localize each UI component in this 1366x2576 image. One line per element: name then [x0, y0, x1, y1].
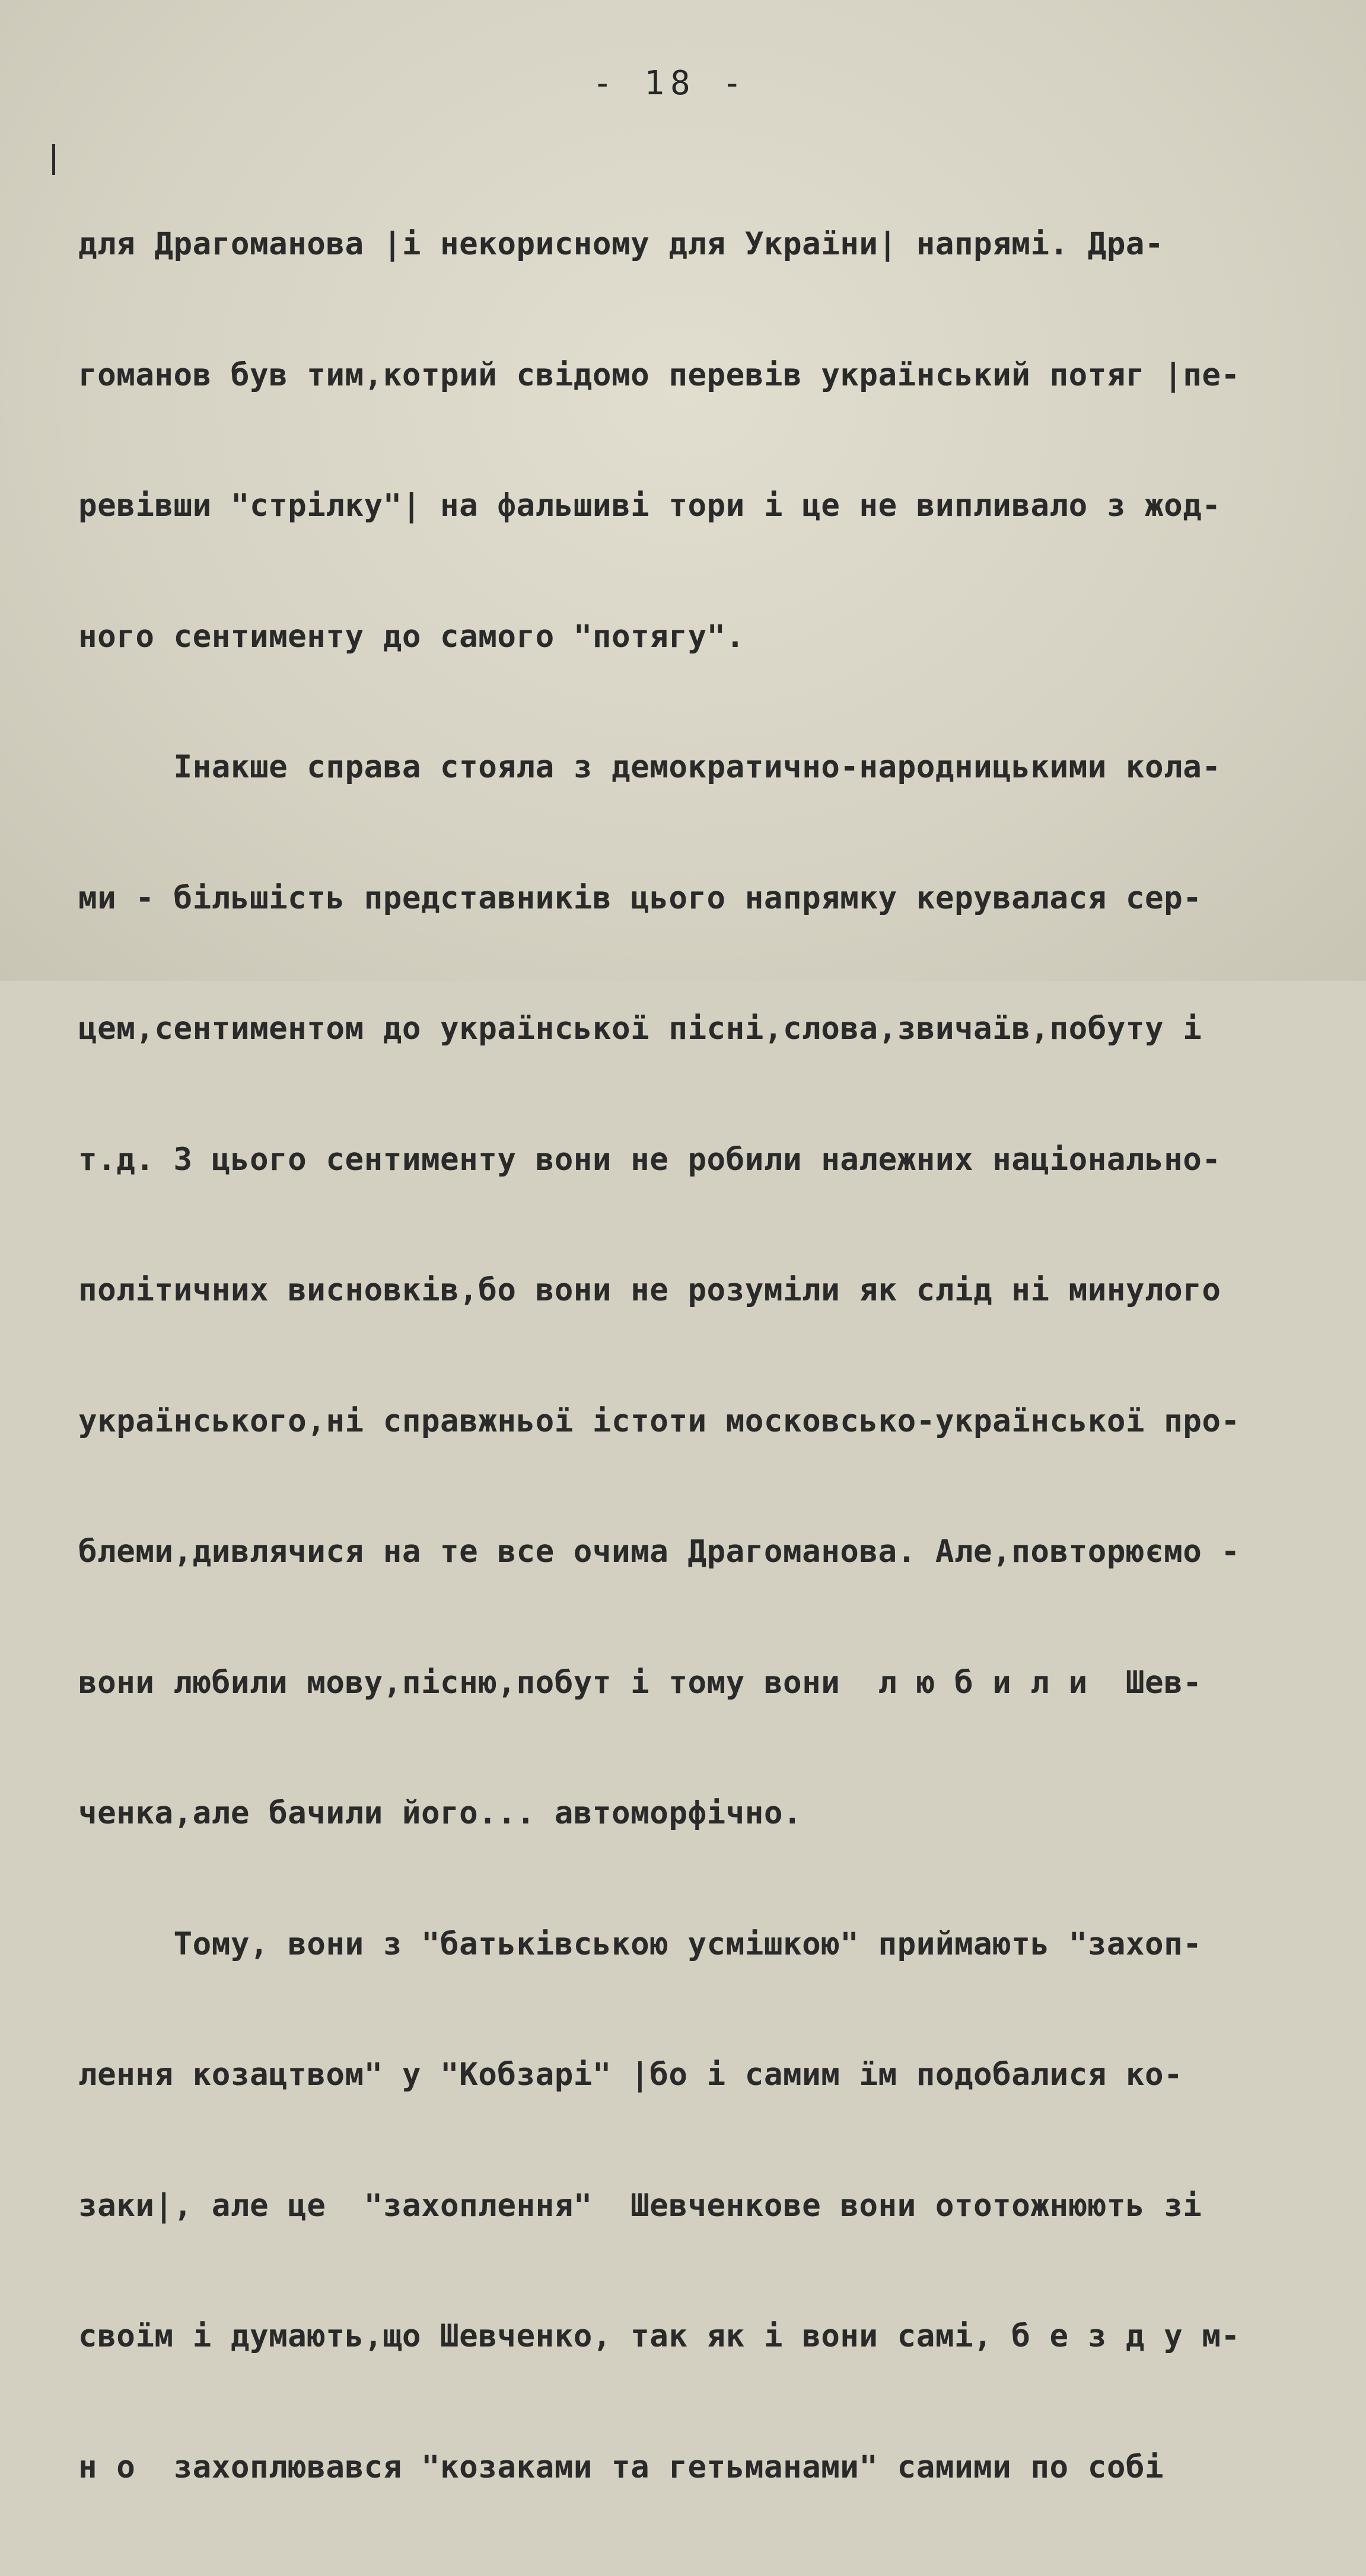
text-line: Тому, вони з "батьківською усмішкою" приймають "захоп- — [78, 1925, 1202, 1962]
margin-mark — [52, 144, 55, 175]
text-line: ченка,але бачили його... автоморфічно. — [78, 1795, 803, 1831]
text-line: політичних висновків,бо вони не розуміли як слід ні минулого — [78, 1272, 1221, 1308]
text-line: вони любили мову,пісню,побут і тому вони л ю б и л и Шев- — [78, 1664, 1202, 1701]
text-line: ного сентименту до самого "потягу". — [78, 618, 745, 655]
text-line: ревівши "стрілку"| на фальшиві тори і це не випливало з жод- — [78, 487, 1221, 524]
text-line: н о захоплювався "козаками та гетьманами" самими по собі — [78, 2449, 1164, 2485]
text-line: ми - більшість представників цього напрямку керувалася сер- — [78, 879, 1202, 916]
body-text — [78, 135, 1354, 2576]
page-number: - 18 - — [592, 64, 749, 103]
text-line: лення козацтвом" у "Кобзарі" |бо і самим їм подобалися ко- — [78, 2057, 1183, 2093]
text-line: для Драгоманова |і некорисному для України| напрямі. Дра- — [78, 226, 1164, 262]
text-line: блеми,дивлячися на те все очима Драгоманова. Але,повторюємо - — [78, 1534, 1240, 1570]
text-line: заки|, але це "захоплення" Шевченкове вони ототожнюють зі — [78, 2187, 1202, 2224]
text-line: цем,сентиментом до української пісні,слова,звичаїв,побуту і — [78, 1010, 1202, 1047]
text-line: гоманов був тим,котрий свідомо перевів український потяг |пе- — [78, 356, 1240, 393]
text-line: українського,ні справжньої істоти московсько-української про- — [78, 1402, 1240, 1439]
text-line: т.д. З цього сентименту вони не робили належних національно- — [78, 1141, 1221, 1178]
text-line: Інакше справа стояла з демократично-народницькими кола- — [78, 749, 1221, 785]
text-line: своїм і думають,що Шевченко, так як і вони самі, б е з д у м- — [78, 2318, 1240, 2354]
